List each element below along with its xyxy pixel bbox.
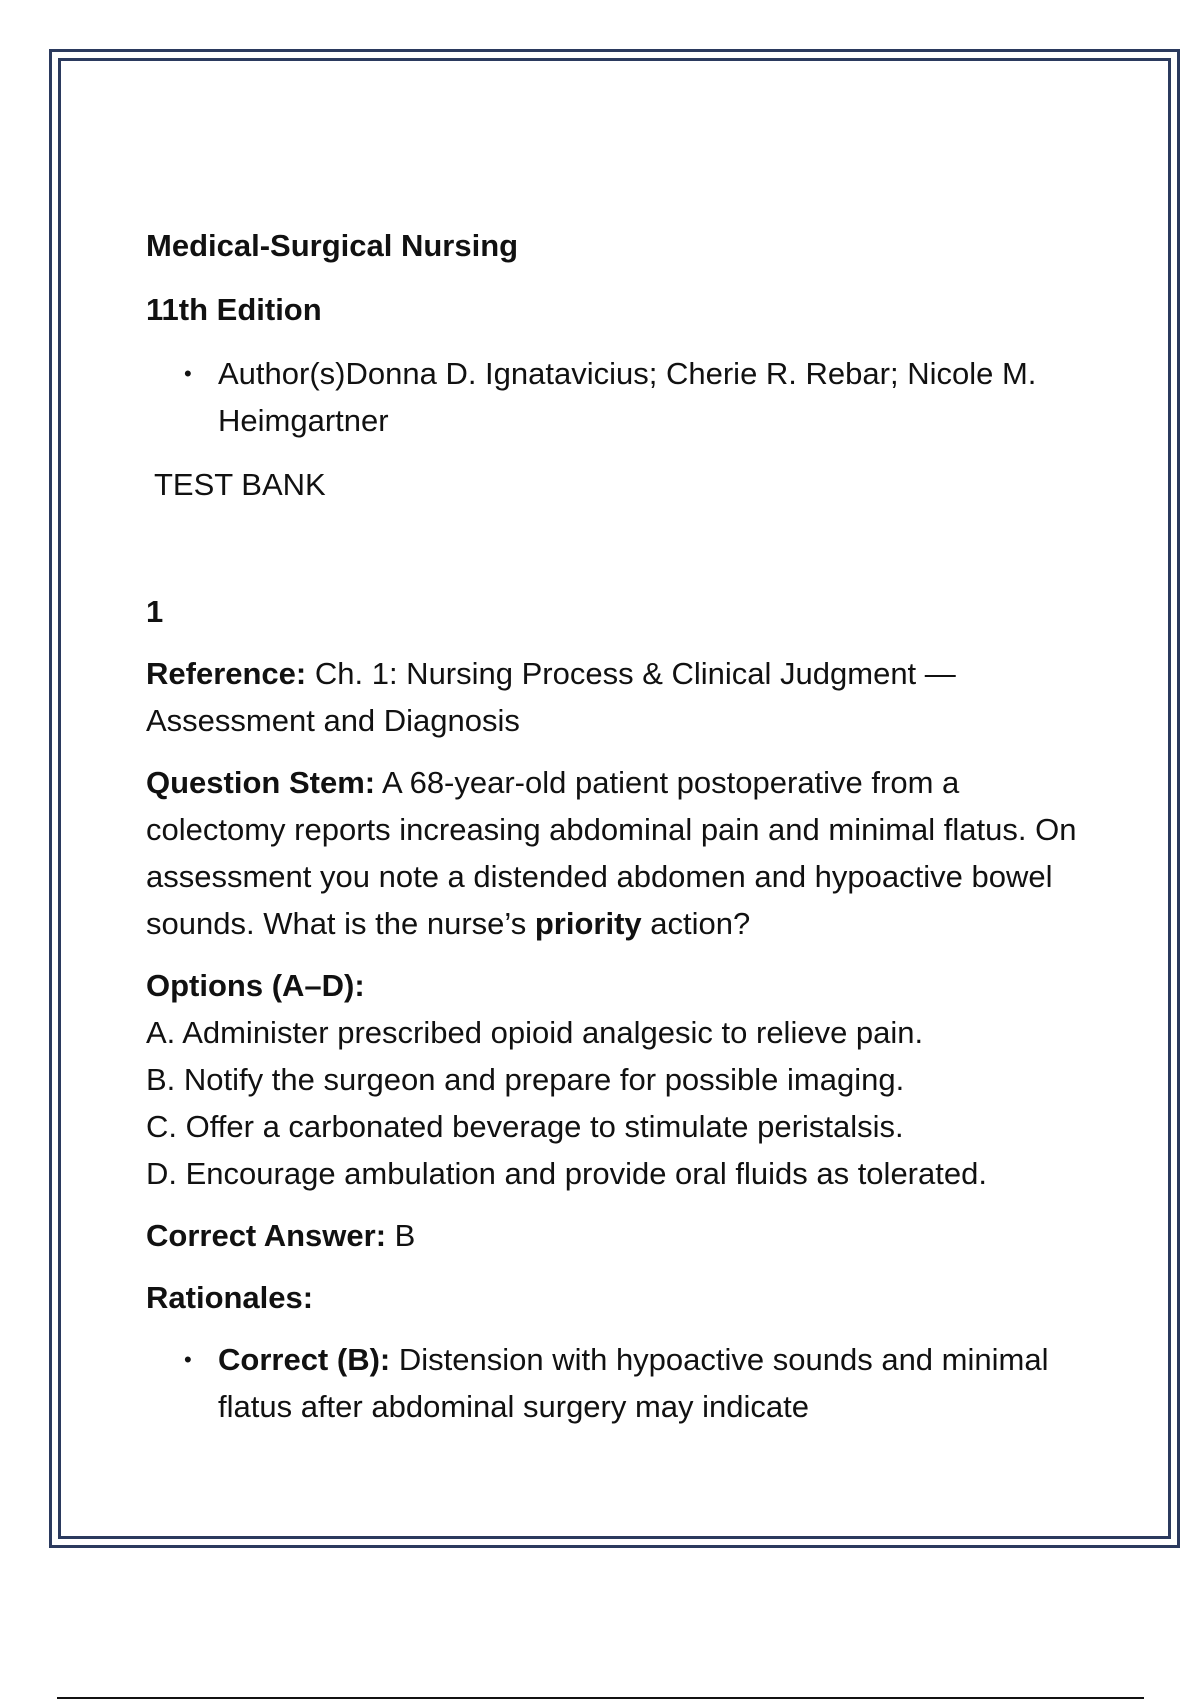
document-content <box>146 222 1096 1430</box>
rationale-correct-text: Distension with hypoactive sounds and minimal flatus after abdominal surgery may indicate <box>218 1342 1049 1424</box>
stem-text: A 68-year-old patient postoperative from a colectomy reports increasing abdominal pain and minimal flatus. On assessment you note a distended abdomen and hypoactive bowel sounds. What is the nurse’s <box>146 765 1077 941</box>
rationale-item <box>146 1336 1096 1430</box>
option-c: C. Offer a carbonated beverage to stimulate peristalsis. <box>146 1109 904 1144</box>
stem-text-end: action? <box>641 906 751 941</box>
option-b: B. Notify the surgeon and prepare for possible imaging. <box>146 1062 905 1097</box>
options-label: Options (A–D): <box>146 968 365 1003</box>
stem-label: Question Stem: <box>146 765 376 800</box>
rationales-label: Rationales: <box>146 1280 314 1315</box>
book-edition: 11th Edition <box>146 292 322 327</box>
reference-text: Ch. 1: Nursing Process & Clinical Judgment — Assessment and Diagnosis <box>146 656 956 738</box>
option-d: D. Encourage ambulation and provide oral fluids as tolerated. <box>146 1156 987 1191</box>
option-a: A. Administer prescribed opioid analgesic to relieve pain. <box>146 1015 924 1050</box>
answer-label: Correct Answer: <box>146 1218 387 1253</box>
question-reference <box>146 650 1096 744</box>
answer-value: B <box>386 1218 416 1253</box>
options-block <box>146 962 1096 1197</box>
bullet-icon: • <box>184 361 192 386</box>
footer-divider <box>57 1697 1144 1699</box>
correct-answer <box>146 1212 1096 1259</box>
question-number: 1 <box>146 594 164 629</box>
question-stem <box>146 759 1096 947</box>
bullet-icon: • <box>184 1347 192 1372</box>
authors-text: Author(s)Donna D. Ignatavicius; Cherie R. Rebar; Nicole M. Heimgartner <box>218 356 1037 438</box>
author-list-item <box>146 350 1096 444</box>
book-title: Medical-Surgical Nursing <box>146 228 519 263</box>
test-bank-label: TEST BANK <box>154 467 326 502</box>
author-list <box>146 350 1096 444</box>
stem-emphasis: priority <box>534 906 642 941</box>
reference-label: Reference: <box>146 656 307 691</box>
rationale-correct-label: Correct (B): <box>218 1342 391 1377</box>
rationale-list <box>146 1336 1096 1430</box>
